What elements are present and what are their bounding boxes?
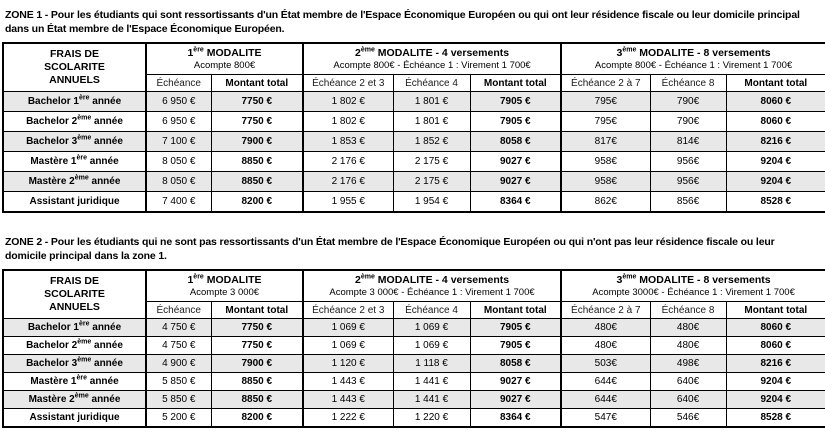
row-label-text: année: [91, 116, 123, 127]
fee-cell: 640€: [650, 391, 726, 409]
modality-group-title: [562, 271, 825, 287]
zone2-fees-table: [2, 269, 825, 428]
fee-cell: 498€: [650, 355, 726, 373]
row-label-text: Bachelor 3: [26, 136, 78, 147]
fee-cell: 6 950 €: [146, 92, 211, 112]
fee-cell: 1 954 €: [393, 192, 470, 213]
fee-cell: 8528 €: [726, 409, 825, 428]
row-label-text: année: [86, 156, 119, 167]
column-header: Échéance 2 à 7: [561, 75, 650, 92]
row-label-ordinal-suffix: ère: [76, 154, 87, 162]
modality-group-subtitle: Acompte 3 000€ - Échéance 1 : Virement 1 700€: [329, 287, 535, 298]
column-header: Montant total: [470, 75, 561, 92]
modality-title-rest: MODALITE - 8 versements: [636, 47, 771, 59]
modality-title-rest: MODALITE - 8 versements: [636, 274, 771, 286]
row-label-ordinal-suffix: ère: [78, 94, 90, 102]
fee-cell: 856€: [650, 192, 726, 213]
modality-group-subtitle: Acompte 800€ - Échéance 1 : Virement 1 700€: [594, 60, 793, 71]
modality-group-title: [147, 271, 302, 287]
fee-cell: 8 050 €: [146, 172, 211, 192]
column-header: Échéance 2 et 3: [303, 75, 393, 92]
fee-row: [3, 192, 825, 213]
fee-cell: 7905 €: [470, 337, 561, 355]
fee-row: [3, 112, 825, 132]
modality-ordinal-suffix: ème: [622, 46, 637, 54]
fee-row: [3, 319, 825, 337]
row-label-text: année: [88, 176, 121, 187]
row-label-text: Mastère 1: [30, 156, 77, 167]
row-label-ordinal-suffix: ème: [77, 114, 92, 122]
column-header: Échéance 4: [393, 75, 470, 92]
fee-row: [3, 409, 825, 428]
fee-cell: 956€: [650, 172, 726, 192]
row-label: [3, 112, 146, 132]
fee-cell: 9204 €: [726, 172, 825, 192]
modality-group-subtitle: Acompte 800€ - Échéance 1 : Virement 1 700€: [333, 60, 531, 71]
fee-cell: 790€: [650, 112, 726, 132]
column-header: Montant total: [211, 302, 303, 319]
fee-cell: 790€: [650, 92, 726, 112]
fee-cell: 958€: [561, 152, 650, 172]
fee-cell: 7 400 €: [146, 192, 211, 213]
fee-cell: 644€: [561, 373, 650, 391]
fee-row: [3, 92, 825, 112]
fee-cell: 956€: [650, 152, 726, 172]
row-label-ordinal-suffix: ème: [74, 392, 89, 400]
fee-cell: 480€: [561, 337, 650, 355]
fee-cell: 9027 €: [470, 373, 561, 391]
fee-cell: 1 852 €: [393, 132, 470, 152]
fee-cell: 7 100 €: [146, 132, 211, 152]
fee-cell: 1 120 €: [303, 355, 393, 373]
row-label: [3, 152, 146, 172]
row-label-text: Bachelor 1: [27, 322, 79, 333]
fee-cell: 8216 €: [726, 132, 825, 152]
fee-cell: 8 050 €: [146, 152, 211, 172]
modality-ordinal-suffix: ère: [193, 273, 204, 281]
fee-cell: 5 850 €: [146, 373, 211, 391]
row-label-ordinal-suffix: ème: [77, 356, 92, 364]
fee-cell: 2 175 €: [393, 172, 470, 192]
fee-cell: 2 175 €: [393, 152, 470, 172]
row-label-text: Mastère 2: [28, 176, 75, 187]
fee-cell: 1 069 €: [303, 319, 393, 337]
fee-cell: 1 443 €: [303, 373, 393, 391]
fee-cell: 8200 €: [211, 192, 303, 213]
fee-cell: 814€: [650, 132, 726, 152]
fee-cell: 5 200 €: [146, 409, 211, 428]
fee-cell: 8200 €: [211, 409, 303, 428]
fee-cell: 8216 €: [726, 355, 825, 373]
fee-row: [3, 337, 825, 355]
fee-cell: 7905 €: [470, 112, 561, 132]
row-label-text: Assistant juridique: [29, 412, 120, 423]
modality-ordinal-suffix: ème: [622, 273, 637, 281]
modality-number: 3: [616, 47, 623, 59]
fee-cell: 1 069 €: [393, 319, 470, 337]
modality-title-rest: MODALITE: [203, 274, 262, 286]
column-header: Échéance 4: [393, 302, 470, 319]
row-label-text: Bachelor 3: [26, 358, 78, 369]
fee-cell: 9204 €: [726, 373, 825, 391]
modality-group-subtitle: Acompte 3 000€: [189, 287, 260, 298]
fee-cell: 8850 €: [211, 391, 303, 409]
fee-cell: 4 750 €: [146, 337, 211, 355]
fee-cell: 8850 €: [211, 172, 303, 192]
fee-cell: 8058 €: [470, 132, 561, 152]
row-label-text: Mastère 2: [28, 394, 75, 405]
fee-cell: 7905 €: [470, 92, 561, 112]
zone2-intro-text: ZONE 2 - Pour les étudiants qui ne sont pas ressortissants d'un État membre de l'Espace Économique Européen ou qui n'ont pas leur résidence fiscale ou leur domicile principal dans la zone 1.: [5, 236, 775, 262]
modality-group-header: [303, 270, 561, 302]
modality-group-title: [147, 44, 302, 60]
modality-title-rest: MODALITE - 4 versements: [374, 47, 510, 59]
row-label: [3, 391, 146, 409]
fee-cell: 8058 €: [470, 355, 561, 373]
fee-row: [3, 373, 825, 391]
fee-cell: 795€: [561, 112, 650, 132]
zone1-intro-text: ZONE 1 - Pour les étudiants qui sont ressortissants d'un État membre de l'Espace Économique Européen ou qui ont leur résidence fiscale ou leur domicile principal dans un État membre de l'Espace Économique Européen.: [5, 9, 800, 35]
row-label-ordinal-suffix: ère: [78, 320, 90, 328]
fee-cell: 8850 €: [211, 373, 303, 391]
fees-corner-header: FRAIS DE SCOLARITE ANNUELS: [3, 43, 146, 92]
fee-cell: 640€: [650, 373, 726, 391]
fee-cell: 862€: [561, 192, 650, 213]
fee-cell: 7750 €: [211, 337, 303, 355]
fee-cell: 1 955 €: [303, 192, 393, 213]
fee-cell: 6 950 €: [146, 112, 211, 132]
fee-cell: 7750 €: [211, 319, 303, 337]
modality-group-title: [304, 44, 560, 60]
row-label-text: année: [88, 394, 121, 405]
column-header: Échéance: [146, 302, 211, 319]
modality-group-header: [561, 270, 825, 302]
fee-cell: 9204 €: [726, 391, 825, 409]
fee-cell: 7750 €: [211, 112, 303, 132]
modality-title-rest: MODALITE: [203, 47, 262, 59]
fee-cell: 8060 €: [726, 319, 825, 337]
modality-ordinal-suffix: ème: [360, 273, 375, 281]
fee-cell: 5 850 €: [146, 391, 211, 409]
column-header: Montant total: [470, 302, 561, 319]
fee-cell: 8060 €: [726, 92, 825, 112]
row-label-text: année: [91, 340, 123, 351]
fee-cell: 1 222 €: [303, 409, 393, 428]
fee-cell: 9027 €: [470, 152, 561, 172]
fee-cell: 1 801 €: [393, 92, 470, 112]
row-label: [3, 192, 146, 213]
fee-cell: 480€: [650, 319, 726, 337]
modality-number: 2: [355, 274, 361, 286]
fee-cell: 817€: [561, 132, 650, 152]
row-label: [3, 337, 146, 355]
fee-cell: 8364 €: [470, 409, 561, 428]
row-label: [3, 172, 146, 192]
fee-cell: 9027 €: [470, 172, 561, 192]
modality-number: 2: [355, 47, 361, 59]
fee-cell: 1 802 €: [303, 92, 393, 112]
row-label-text: Mastère 1: [30, 376, 77, 387]
row-label-text: Bachelor 2: [26, 116, 78, 127]
modality-ordinal-suffix: ème: [360, 46, 375, 54]
fee-cell: 795€: [561, 92, 650, 112]
fee-cell: 1 443 €: [303, 391, 393, 409]
modality-number: 1: [187, 274, 194, 286]
row-label-text: année: [89, 322, 122, 333]
fee-cell: 8528 €: [726, 192, 825, 213]
modality-group-title: [562, 44, 825, 60]
fee-cell: 1 801 €: [393, 112, 470, 132]
row-label-ordinal-suffix: ème: [77, 338, 92, 346]
fee-row: [3, 132, 825, 152]
row-label: [3, 373, 146, 391]
fee-cell: 7750 €: [211, 92, 303, 112]
modality-group-header: [146, 43, 303, 75]
row-label-text: année: [86, 376, 119, 387]
fee-cell: 7905 €: [470, 319, 561, 337]
fee-cell: 1 802 €: [303, 112, 393, 132]
fee-cell: 958€: [561, 172, 650, 192]
fee-cell: 9027 €: [470, 391, 561, 409]
fee-row: [3, 172, 825, 192]
row-label-ordinal-suffix: ère: [76, 374, 87, 382]
fee-cell: 4 750 €: [146, 319, 211, 337]
modality-group-title: [304, 271, 560, 287]
fee-cell: 8060 €: [726, 337, 825, 355]
fee-cell: 503€: [561, 355, 650, 373]
fee-cell: 480€: [650, 337, 726, 355]
fee-cell: 1 069 €: [303, 337, 393, 355]
fee-cell: 1 441 €: [393, 373, 470, 391]
row-label-ordinal-suffix: ème: [77, 134, 92, 142]
modality-group-subtitle: Acompte 800€: [193, 60, 256, 71]
fee-cell: 2 176 €: [303, 152, 393, 172]
row-label-text: Bachelor 2: [26, 340, 78, 351]
modality-ordinal-suffix: ère: [193, 46, 204, 54]
column-header: Échéance: [146, 75, 211, 92]
fee-cell: 9204 €: [726, 152, 825, 172]
fee-cell: 4 900 €: [146, 355, 211, 373]
row-label: [3, 409, 146, 428]
row-label: [3, 355, 146, 373]
fee-cell: 480€: [561, 319, 650, 337]
fee-row: [3, 355, 825, 373]
zone1-fees-table: [2, 42, 825, 213]
modality-number: 3: [616, 274, 623, 286]
fee-cell: 1 069 €: [393, 337, 470, 355]
column-header: Échéance 8: [650, 302, 726, 319]
fee-cell: 1 118 €: [393, 355, 470, 373]
fee-cell: 1 853 €: [303, 132, 393, 152]
row-label: [3, 92, 146, 112]
fee-cell: 546€: [650, 409, 726, 428]
fee-cell: 1 220 €: [393, 409, 470, 428]
modality-group-header: [303, 43, 561, 75]
modality-title-rest: MODALITE - 4 versements: [374, 274, 510, 286]
fee-cell: 7900 €: [211, 355, 303, 373]
column-header: Montant total: [211, 75, 303, 92]
modality-group-header: [561, 43, 825, 75]
row-label-text: année: [89, 96, 122, 107]
fees-corner-header: FRAIS DE SCOLARITE ANNUELS: [3, 270, 146, 319]
fee-cell: 7900 €: [211, 132, 303, 152]
fee-cell: 8060 €: [726, 112, 825, 132]
modality-group-subtitle: Acompte 3000€ - Échéance 1 : Virement 1 700€: [592, 287, 795, 298]
fee-cell: 8364 €: [470, 192, 561, 213]
modality-group-header: [146, 270, 303, 302]
row-label-text: Assistant juridique: [29, 196, 120, 207]
row-label-ordinal-suffix: ème: [74, 174, 89, 182]
row-label-text: année: [91, 358, 123, 369]
column-header: Échéance 2 à 7: [561, 302, 650, 319]
fee-cell: 644€: [561, 391, 650, 409]
fee-row: [3, 152, 825, 172]
row-label-text: année: [91, 136, 123, 147]
row-label-text: Bachelor 1: [27, 96, 79, 107]
row-label: [3, 132, 146, 152]
fee-cell: 1 441 €: [393, 391, 470, 409]
column-header: Montant total: [726, 302, 825, 319]
fee-cell: 547€: [561, 409, 650, 428]
fee-cell: 8850 €: [211, 152, 303, 172]
modality-number: 1: [187, 47, 194, 59]
fee-row: [3, 391, 825, 409]
column-header: Montant total: [726, 75, 825, 92]
fee-cell: 2 176 €: [303, 172, 393, 192]
column-header: Échéance 2 et 3: [303, 302, 393, 319]
row-label: [3, 319, 146, 337]
column-header: Échéance 8: [650, 75, 726, 92]
